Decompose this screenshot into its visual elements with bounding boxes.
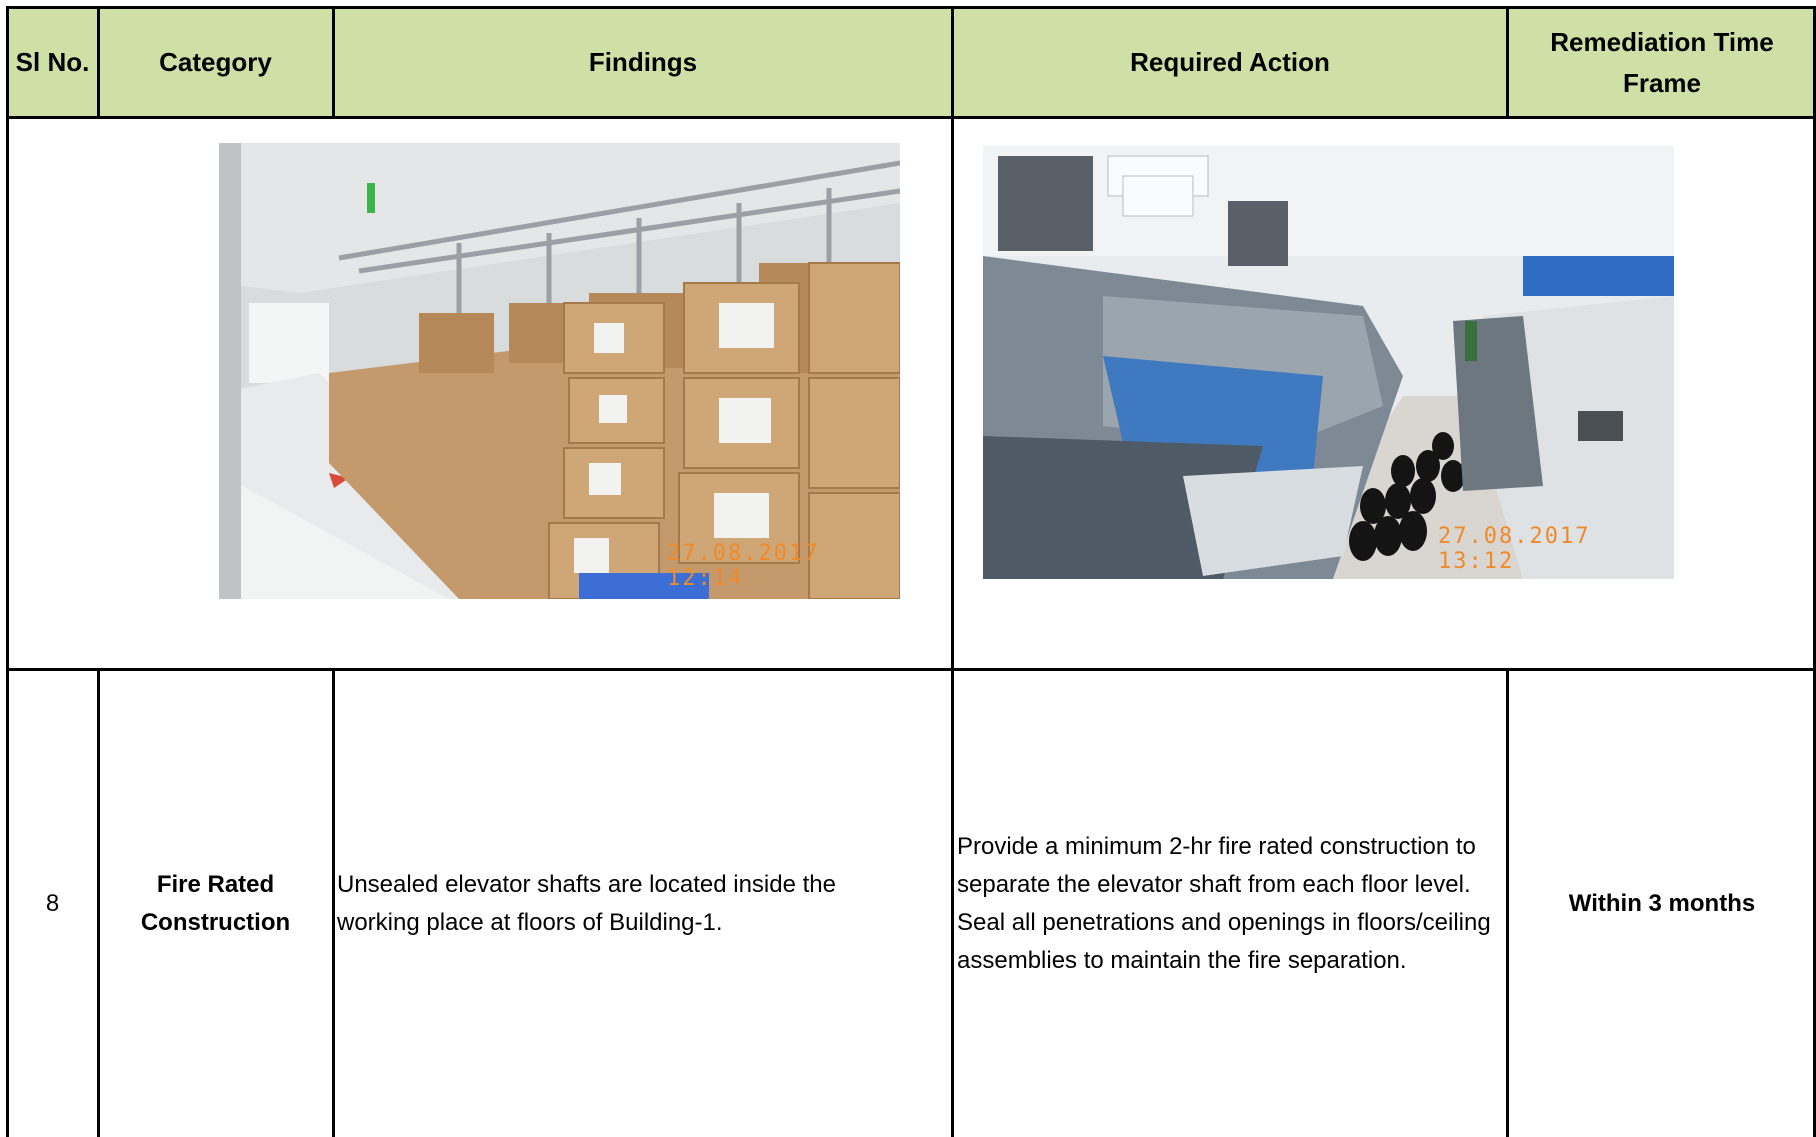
photo-timestamp-right: 27.08.2017 13:12 <box>1438 524 1591 574</box>
warehouse-boxes-image <box>219 143 900 599</box>
header-sl-no: Sl No. <box>8 8 97 117</box>
grid-line <box>1506 6 1509 119</box>
row-sl-no: 8 <box>45 890 60 917</box>
grid-line <box>6 6 1816 9</box>
grid-line <box>6 116 1816 119</box>
grid-line <box>97 6 100 119</box>
photo-yarn-storage <box>983 146 1674 579</box>
row-category: Fire Rated Construction <box>140 871 291 936</box>
row-required-action <box>957 671 1492 1137</box>
grid-line <box>332 6 335 119</box>
required-action-line-1: Provide a minimum 2-hr fire rated construction to separate the elevator shaft from each floor level. <box>957 833 1476 898</box>
header-findings: Findings <box>334 8 952 117</box>
grid-line <box>951 6 954 1137</box>
photo-warehouse-boxes <box>219 143 900 599</box>
photo-timestamp-left: 27.08.2017 12:14 <box>667 541 820 591</box>
grid-line <box>97 668 100 1137</box>
grid-line <box>6 6 9 1137</box>
row-findings: Unsealed elevator shafts are located inside the working place at floors of Building-1. <box>337 871 836 936</box>
row-remediation: Within 3 months <box>1568 890 1756 917</box>
grid-line <box>1506 668 1509 1137</box>
header-remediation: Remediation Time Frame <box>1508 8 1816 117</box>
header-category: Category <box>99 8 332 117</box>
yarn-storage-image <box>983 146 1674 579</box>
grid-line <box>6 668 1816 671</box>
required-action-line-2: Seal all penetrations and openings in floors/ceiling assemblies to maintain the fire separation. <box>957 909 1491 974</box>
grid-line <box>332 668 335 1137</box>
header-required-action: Required Action <box>954 8 1506 117</box>
